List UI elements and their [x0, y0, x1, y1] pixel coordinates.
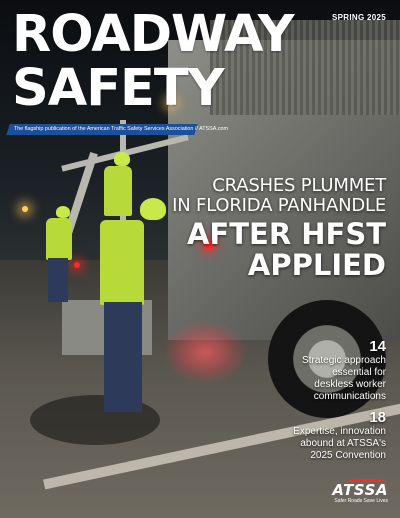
cover-story-line-1: CRASHES PLUMMET — [212, 175, 386, 196]
hard-hat — [56, 206, 70, 218]
teaser-page-number: 14 — [369, 338, 386, 355]
teaser-text: Expertise, innovation — [293, 426, 386, 437]
worker-legs — [104, 302, 142, 412]
logo-swoosh — [344, 479, 388, 487]
cover-story-headline — [187, 219, 386, 281]
cover-story-line-4: APPLIED — [247, 248, 386, 282]
masthead-line-1: ROADWAY — [12, 5, 294, 64]
teaser-text: abound at ATSSA's — [300, 438, 386, 449]
safety-vest — [46, 218, 72, 260]
worker-legs — [48, 258, 68, 302]
cover-story-kicker — [172, 176, 386, 216]
teaser-text: essential for — [332, 367, 386, 378]
hose-glow — [165, 322, 245, 382]
hard-hat — [114, 152, 130, 166]
masthead-line-2: SAFETY — [12, 59, 224, 118]
logo-wordmark: ATSSA — [332, 481, 388, 499]
teaser-text: 2025 Convention — [310, 450, 386, 461]
cover-story-line-2: IN FLORIDA PANHANDLE — [172, 195, 386, 216]
logo-slogan: Safer Roads Save Lives — [334, 498, 388, 504]
atssa-logo[interactable] — [332, 483, 388, 505]
teaser-page-number: 18 — [369, 409, 386, 426]
hard-hat — [140, 198, 166, 220]
safety-vest — [100, 220, 144, 305]
teaser-text: Strategic approach — [302, 355, 386, 366]
masthead-title — [12, 5, 294, 118]
teaser-text: communications — [313, 391, 386, 402]
teaser-text: deskless worker — [314, 379, 386, 390]
teaser-page-14[interactable] — [256, 338, 386, 403]
cover-story-line-3: AFTER HFST — [186, 217, 386, 251]
safety-vest — [104, 166, 132, 216]
tagline: The flagship publication of the American Traffic Safety Services Association // ATSSA.com — [14, 126, 229, 132]
issue-date: SPRING 2025 — [332, 13, 386, 22]
tail-light — [74, 262, 80, 268]
teaser-page-18[interactable] — [256, 409, 386, 462]
street-light — [22, 206, 28, 212]
